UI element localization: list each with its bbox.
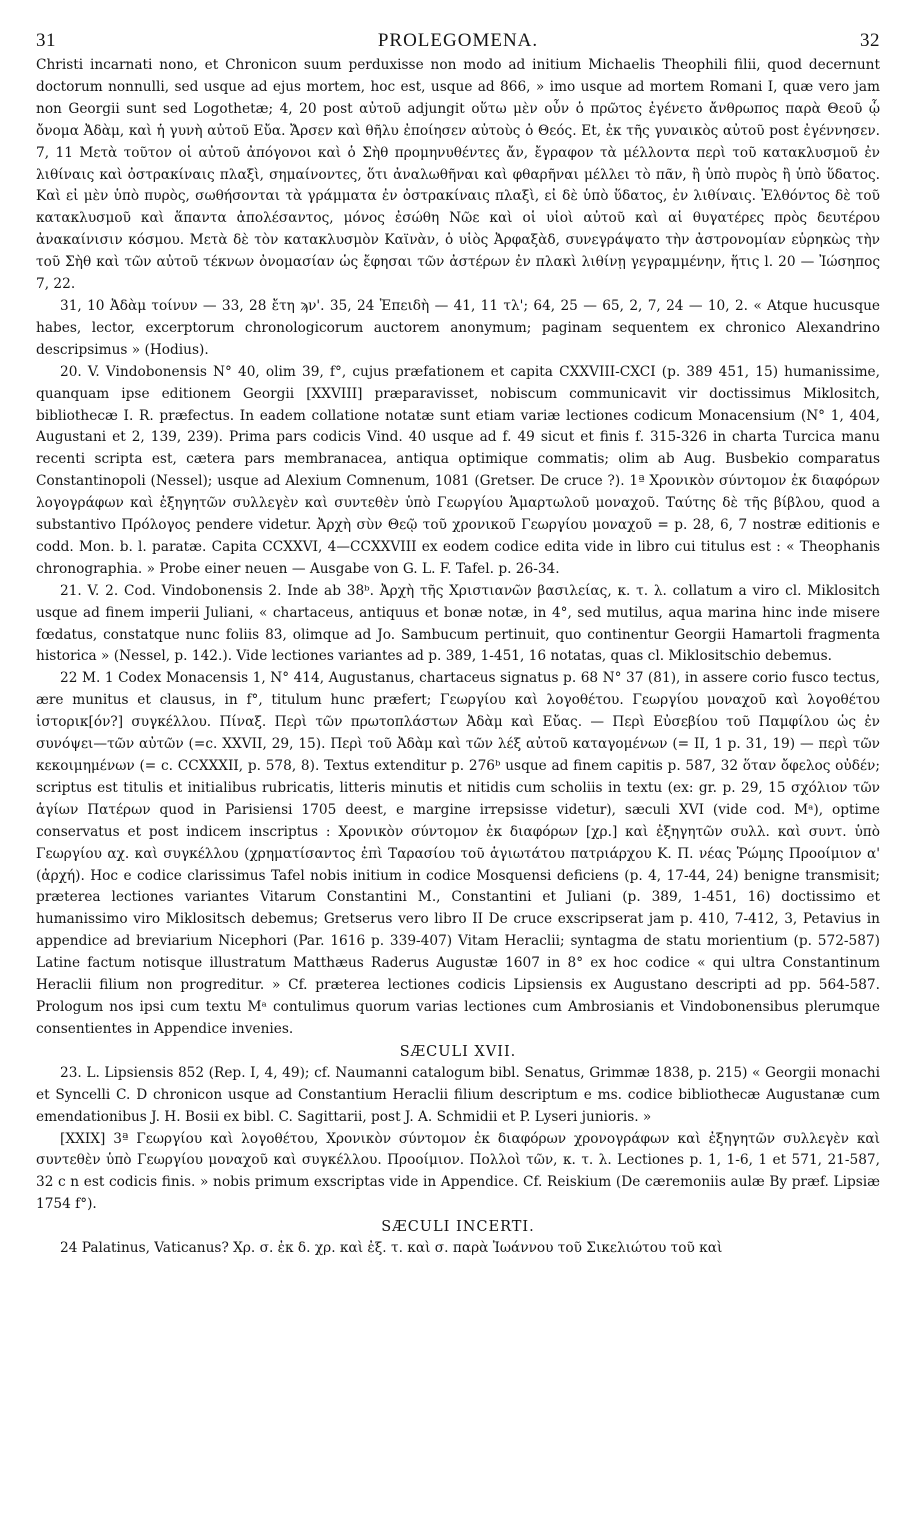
paragraph: 20. V. Vindobonensis N° 40, olim 39, f°, cujus præfationem et capita CXXVIII-CXCI (p. 389 451, 15) humanissime, quanquam ipse editionem Georgii [XXVIII] præparavisset, nobiscum communicavit vir doctissimus Miklositch, bibliothecæ I. R. præfectus. In eadem collatione notatæ sunt etiam variæ lectiones codicum Monacensium (N° 1, 404, Augustani et 2, 139, 239). Prima pars codicis Vind. 40 usque ad f. 49 sicut et finis f. 315-326 in charta Turcica manu recenti scripta est, cætera pars membranacea, antiqua optimique commatis; olim ab Aug. Busbekio comparatus Constantinopoli (Nessel); usque ad Alexium Comnenum, 1081 (Gretser. De cruce ?). 1ª Χρονικὸν σύντομον ἐκ διαφόρων λογογράφων καὶ ἐξηγητῶν συλλεγὲν καὶ συντεθὲν ὑπὸ Γεωργίου Ἁμαρτωλοῦ μοναχοῦ. Ταύτης δὲ τῆς βίβλου, quod a substantivo Πρόλογος pendere videtur. Ἀρχὴ σὺν Θεῷ τοῦ χρονικοῦ Γεωργίου μοναχοῦ = p. 28, 6, 7 nostræ editionis e codd. Mon. b. l. paratæ. Capita CCXXVI, 4—CCXXVIII ex eodem codice edita vide in libro cui titulus est : « Theophanis chronographia. » Probe einer neuen — Ausgabe von G. L. F. Tafel. p. 26-34. [36, 363, 880, 577]
paragraph: [XXIX] 3ª Γεωργίου καὶ λογοθέτου, Χρονικὸν σύντομον ἐκ διαφόρων χρονογράφων καὶ ἐξηγητῶν συλλεγὲν καὶ συντεθὲν ὑπὸ Γεωργίου μοναχοῦ καὶ συγκέλλου. Προοίμιον. Πολλοὶ τῶν, κ. τ. λ. Lectiones p. 1, 1-6, 1 et 571, 21-587, 32 c n est codicis finis. » nobis primum exscriptas vide in Appendice. Cf. Reiskium (De cæremoniis aulæ By præf. Lipsiæ 1754 f°). [36, 1130, 880, 1213]
page-number-right: 32 [860, 30, 880, 51]
section-heading: SÆCULI XVII. [399, 1043, 517, 1060]
page-title: PROLEGOMENA. [377, 30, 539, 51]
paragraph: 23. L. Lipsiensis 852 (Rep. I, 4, 49); cf. Naumanni catalogum bibl. Senatus, Grimmæ 1838, p. 215) « Georgii monachi et Syncelli C. D chronicon usque ad Constantium Heraclii filium descriptum e ms. codice bibliothecæ Augustanæ cum emendationibus J. H. Bosii ex bibl. C. Sagittarii, post J. A. Schmidii et P. Lyseri junioris. » [36, 1064, 880, 1125]
text-body [36, 55, 880, 1260]
page-number-left: 31 [36, 30, 56, 51]
paragraph: 22 M. 1 Codex Monacensis 1, N° 414, Augustanus, chartaceus signatus p. 68 N° 37 (81), in assere corio fusco tectus, ære munitus et clausus, in f°, titulum hunc præfert; Γεωργίου καὶ λογοθέτου. Γεωργίου μοναχοῦ καὶ λογοθέτου ἱστορικ[όν?] συγκέλλου. Πίναξ. Περὶ τῶν πρωτοπλάστων Ἀδὰμ καὶ Εὔας. — Περὶ Εὐσεβίου τοῦ Παμφίλου ὡς ἐν συνόψει—τῶν αὐτῶν (=c. XXVII, 29, 15). Περὶ τοῦ Ἀδὰμ καὶ τῶν λέξ αὐτοῦ καταγομένων (= II, 1 p. 31, 19) — περὶ τῶν κεκοιμημένων (= c. CCXXXII, p. 578, 8). Textus extenditur p. 276ᵇ usque ad finem capitis p. 587, 32 ὅταν ὄφελος οὐδέν; scriptus est titulis et initialibus rubricatis, litteris minutis et nitidis cum scholiis in textu (ex: gr. p. 29, 15 σχόλιον τῶν ἁγίων Πατέρων quod in Parisiensi 1705 deest, e margine irrepsisse videtur), sæculi XVI (vide cod. Mᵃ), optime conservatus et post indicem inscriptus : Χρονικὸν σύντομον ἐκ διαφόρων [χρ.] καὶ ἐξηγητῶν συλλ. καὶ συντ. ὑπὸ Γεωργίου αχ. καὶ συγκέλλου (χρηματίσαντος ἐπὶ Ταρασίου τοῦ ἁγιωτάτου πατριάρχου Κ. Π. νέας Ῥώμης Προοίμιον α' (ἀρχή). Hoc e codice clarissimus Tafel nobis initium in codice Mosquensi deficiens (p. 4, 17-44, 24) benigne transmisit; præterea lectiones variantes Vitarum Constantini M., Constantini et Juliani (p. 389, 1-451, 16) doctissimo et humanissimo viro Miklositsch debemus; Gretserus vero libro II De cruce exscripserat jam p. 410, 7-412, 3, Petavius in appendice ad breviarium Nicephori (Par. 1616 p. 339-407) Vitam Heraclii; syntagma de statu morientium (p. 572-587) Latine factum notisque illustratum Matthæus Raderus Augustæ 1607 in 8° ex hoc codice « qui ultra Constantinum Heraclii filium non progreditur. » Cf. præterea lectiones codicis Lipsiensis ex Augustano descripti ad pp. 564-587. Prologum nos ipsi cum textu Mᵃ contulimus quorum varias lectiones cum Ambrosianis et Vindobonensibus plerumque consentientes in Appendice invenies. [36, 670, 880, 1037]
paragraph: 21. V. 2. Cod. Vindobonensis 2. Inde ab 38ᵇ. Ἀρχὴ τῆς Χριστιανῶν βασιλείας, κ. τ. λ. collatum a viro cl. Miklositch usque ad finem imperii Juliani, « chartaceus, antiquus et bonæ notæ, in 4°, sed mutilus, aqua marina hinc inde misere fœdatus, constatque nunc foliis 83, olimque ad Jo. Sambucum pertinuit, quo continentur Georgii Hamartoli fragmenta historica » (Nessel, p. 142.). Vide lectiones variantes ad p. 389, 1-451, 16 notatas, quas cl. Miklositschio debemus. [36, 582, 880, 665]
paragraph: 31, 10 Ἀδὰμ τοίνυν — 33, 28 ἔτη ϡν'. 35, 24 Ἐπειδὴ — 41, 11 τλ'; 64, 25 — 65, 2, 7, 24 — 10, 2. « Atque hucusque habes, lector, excerptorum chronologicorum auctorem anonymum; paginam sequentem ex chronico Alexandrino descripsimus » (Hodius). [36, 297, 880, 358]
section-heading: SÆCULI INCERTI. [381, 1219, 535, 1236]
paragraph: Christi incarnati nono, et Chronicon suum perduxisse non modo ad initium Michaelis Theophili filii, quod decernunt doctorum nonnulli, sed usque ad ejus mortem, hoc est, usque ad 866, » imo usque ad mortem Romani I, quæ vero jam non Georgii sunt sed Logothetæ; 4, 20 post αὐτοῦ adjungit οὕτω μὲν οὖν ὁ πρῶτος ἐγένετο ἄνθρωπος παρὰ Θεοῦ ᾧ ὄνομα Ἀδὰμ, καὶ ἡ γυνὴ αὐτοῦ Εὔα. Ἄρσεν καὶ θῆλυ ἐποίησεν αὐτοὺς ὁ Θεός. Et, ἐκ τῆς γυναικὸς αὐτοῦ post ἐγέννησεν. 7, 11 Μετὰ τοῦτον οἱ αὐτοῦ ἀπόγονοι καὶ ὁ Σὴθ προμηνυθέντες ἄν, ἔγραφον τὰ μέλλοντα περὶ τοῦ κατακλυσμοῦ ἐν λιθίναις καὶ ὀστρακίναις πλαξὶ, σημαίνοντες, ὅτι ἀναλωθῆναι καὶ φθαρῆναι μέλλει τὸ πᾶν, ἢ ὑπὸ πυρὸς ἢ ὑπὸ ὕδατος. Καὶ εἰ μὲν ὑπὸ πυρὸς, σωθήσονται τὰ γράμματα ἐν ὀστρακίναις πλαξὶ, εἰ δὲ ὑπὸ ὕδατος, ἐν λιθίναις. Ἐλθόντος δὲ τοῦ κατακλυσμοῦ καὶ ἅπαντα ἀπολέσαντος, μόνος ἐσώθη Νῶε καὶ οἱ υἱοὶ αὐτοῦ καὶ αἱ θυγατέρες πρὸς δευτέρου ἀνακαίνισιν κόσμου. Μετὰ δὲ τὸν κατακλυσμὸν Καϊνὰν, ὁ υἱὸς Ἀρφαξὰδ, συνεγράψατο τὴν ἀστρονομίαν εὑρηκὼς τὴν τοῦ Σὴθ καὶ τῶν αὐτοῦ τέκνων ὀνομασίαν ὡς ἔφησαι τῶν ἀστέρων ἐν πλακὶ λιθίνῃ γεγραμμένην, ἥτις l. 20 — Ἰώσηπος 7, 22. [36, 57, 880, 293]
paragraph: 24 Palatinus, Vaticanus? Χρ. σ. ἐκ δ. χρ. καὶ ἐξ. τ. καὶ σ. παρὰ Ἰωάννου τοῦ Σικελιώτου τοῦ καὶ [60, 1240, 723, 1257]
running-head [36, 30, 880, 52]
